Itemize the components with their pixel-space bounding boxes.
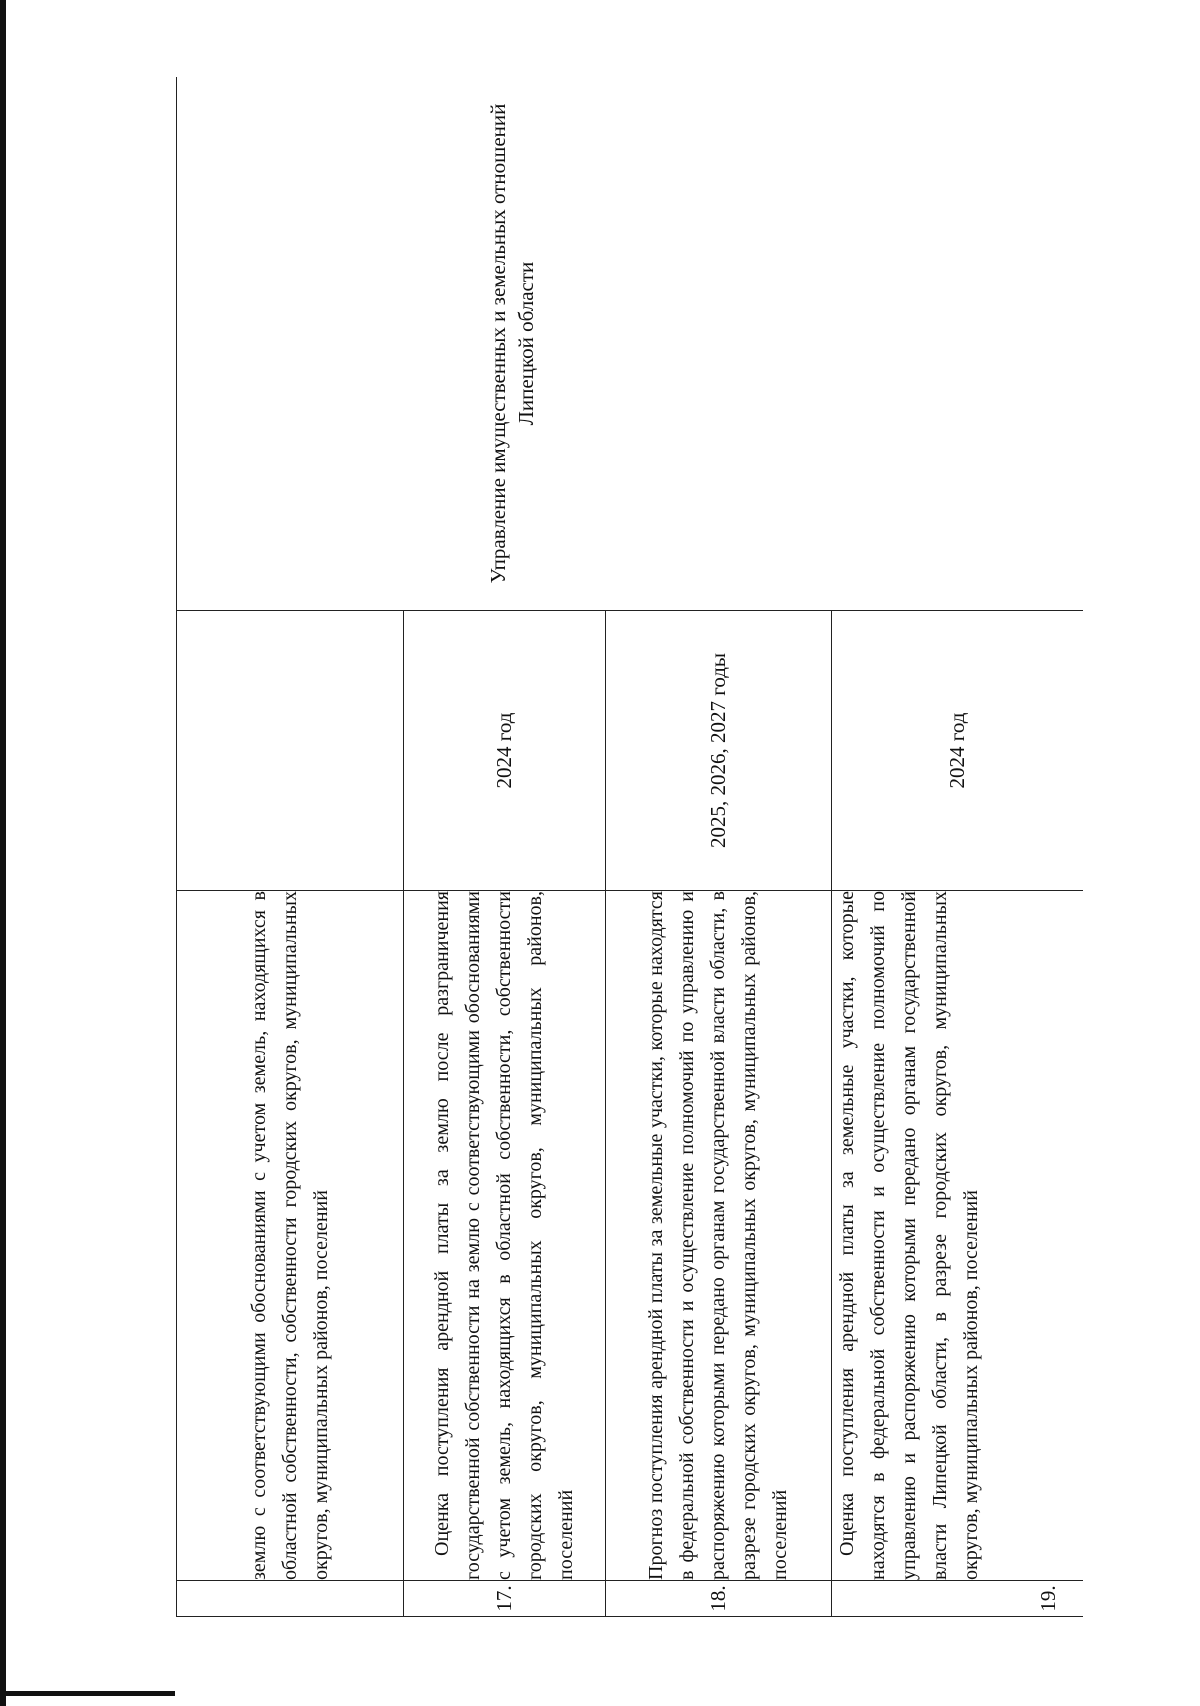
row-period: 2024 год	[404, 611, 606, 891]
row-number: 17.	[404, 1581, 606, 1617]
row-description: Оценка поступления арендной платы за земельные участки, которые находятся в федеральной собственности и осуществление полномочий по управлению и распоряжению которыми передано органам государственной власти Липецкой области, в разрезе городских округов, муниципальных округов, муниципальных районов, поселений	[832, 891, 1084, 1581]
executor-text: Управление имущественных и земельных отношений Липецкой области	[486, 103, 538, 584]
rotated-table-wrapper	[176, 77, 1083, 1617]
row-period: 2024 год	[832, 611, 1084, 891]
row-period	[177, 611, 404, 891]
scan-bottom-mark	[0, 1691, 175, 1696]
executor-cell	[177, 77, 1084, 611]
row-number: 18.	[606, 1581, 832, 1617]
row-description: землю с соответствующими обоснованиями с учетом земель, находящихся в областной собственности, собственности городских округов, муниципальных округов, муниципальных районов, поселений	[177, 891, 404, 1581]
measures-table	[176, 77, 1083, 1617]
row-description: Прогноз поступления арендной платы за земельные участки, которые находятся в федеральной собственности и осуществление полномочий по управлению и распоряжению которыми передано органам государственной власти области, в разрезе городских округов, муниципальных округов, муниципальных районов, поселений	[606, 891, 832, 1581]
row-number: 19.	[832, 1581, 1084, 1617]
table-row	[177, 77, 404, 1617]
document-page	[176, 77, 1083, 1617]
scan-left-edge	[0, 0, 6, 1706]
row-description: Оценка поступления арендной платы за землю после разграничения государственной собственности на землю с соответствующими обоснованиями с учетом земель, находящихся в областной собственности, собственности городских округов, муниципальных округов, муниципальных районов, поселений	[404, 891, 606, 1581]
row-number	[177, 1581, 404, 1617]
row-period: 2025, 2026, 2027 годы	[606, 611, 832, 891]
